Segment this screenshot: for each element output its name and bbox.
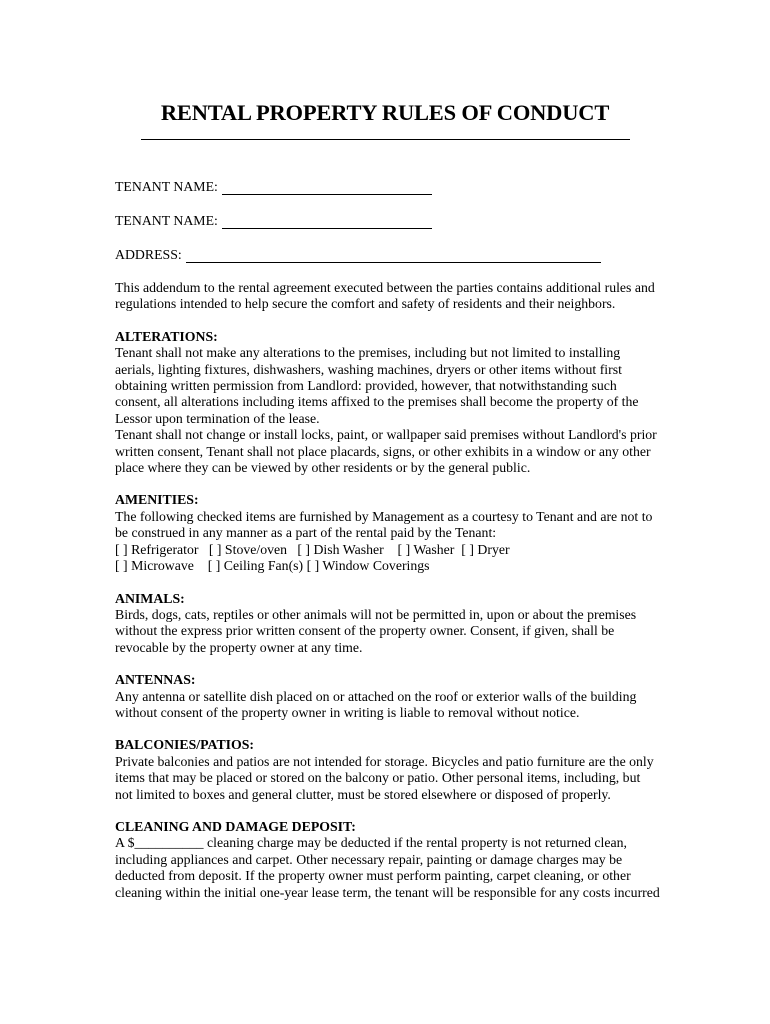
address-blank[interactable] (186, 250, 601, 263)
address-label: ADDRESS: (115, 246, 182, 262)
section-paragraph: Tenant shall not make any alterations to the premises, including but not limited to installing aerials, lighting fixtures, dishwashers, washing machines, dryers or other items without first obtaining written permission from Landlord: provided, however, that notwithstanding such consent, all alterations including items affixed to the premises shall become the property of the Lessor upon termination of the lease. (115, 345, 639, 426)
address-field (115, 246, 660, 263)
intro-paragraph: This addendum to the rental agreement executed between the parties contains additional rules and regulations intended to help secure the comfort and safety of residents and their neighbors. (115, 280, 655, 312)
tenant-name-field-2 (115, 212, 660, 229)
tenant-name-label: TENANT NAME: (115, 178, 218, 194)
section-animals (115, 591, 660, 657)
title-underline (141, 139, 630, 140)
section-heading: ANTENNAS: (115, 672, 196, 688)
section-paragraph: Tenant shall not change or install locks, paint, or wallpaper said premises without Landlord's prior written consent, Tenant shall not place placards, signs, or other exhibits in a window or any other place where they can be viewed by other residents or by the general public. (115, 427, 657, 476)
tenant-name-blank[interactable] (222, 216, 432, 229)
section-heading: ALTERATIONS: (115, 328, 218, 344)
section-amenities (115, 492, 660, 574)
tenant-name-blank[interactable] (222, 182, 432, 195)
section-paragraph: The following checked items are furnished by Management as a courtesy to Tenant and are not to be construed in any manner as a part of the rental paid by the Tenant: (115, 508, 653, 541)
document-title: RENTAL PROPERTY RULES OF CONDUCT (160, 100, 610, 125)
tenant-name-label: TENANT NAME: (115, 212, 218, 228)
section-alterations (115, 329, 660, 477)
section-paragraph: Birds, dogs, cats, reptiles or other animals will not be permitted in, upon or about the premises without the express prior written consent of the property owner. Consent, if given, shall be revocable by the property owner at any time. (115, 606, 637, 655)
section-heading: BALCONIES/PATIOS: (115, 737, 255, 753)
section-heading: CLEANING AND DAMAGE DEPOSIT: (115, 818, 356, 834)
section-heading: ANIMALS: (115, 590, 185, 606)
tenant-name-field-1 (115, 178, 660, 195)
section-paragraph: A $__________ cleaning charge may be deducted if the rental property is not returned clean, including appliances and carpet. Other necessary repair, painting or damage charges may be deducted from deposit. If the property owner must perform painting, carpet cleaning, or other cleaning within the initial one-year lease term, the tenant will be responsible for any costs incurred (115, 835, 660, 900)
section-paragraph: Private balconies and patios are not intended for storage. Bicycles and patio furniture are the only items that may be placed or stored on the balcony or patio. Other personal items, including, but not limited to boxes and general clutter, must be stored elsewhere or disposed of properly. (115, 753, 654, 802)
section-antennas (115, 672, 660, 721)
amenity-checklist-line: [ ] Refrigerator [ ] Stove/oven [ ] Dish Washer [ ] Washer [ ] Dryer (115, 541, 510, 557)
amenity-checklist-line: [ ] Microwave [ ] Ceiling Fan(s) [ ] Window Coverings (115, 558, 430, 574)
section-balconies-patios (115, 737, 660, 803)
section-heading: AMENITIES: (115, 492, 199, 508)
document-body (115, 178, 660, 917)
section-paragraph: Any antenna or satellite dish placed on or attached on the roof or exterior walls of the building without consent of the property owner in writing is liable to removal without notice. (115, 688, 637, 720)
section-cleaning-deposit (115, 819, 660, 901)
